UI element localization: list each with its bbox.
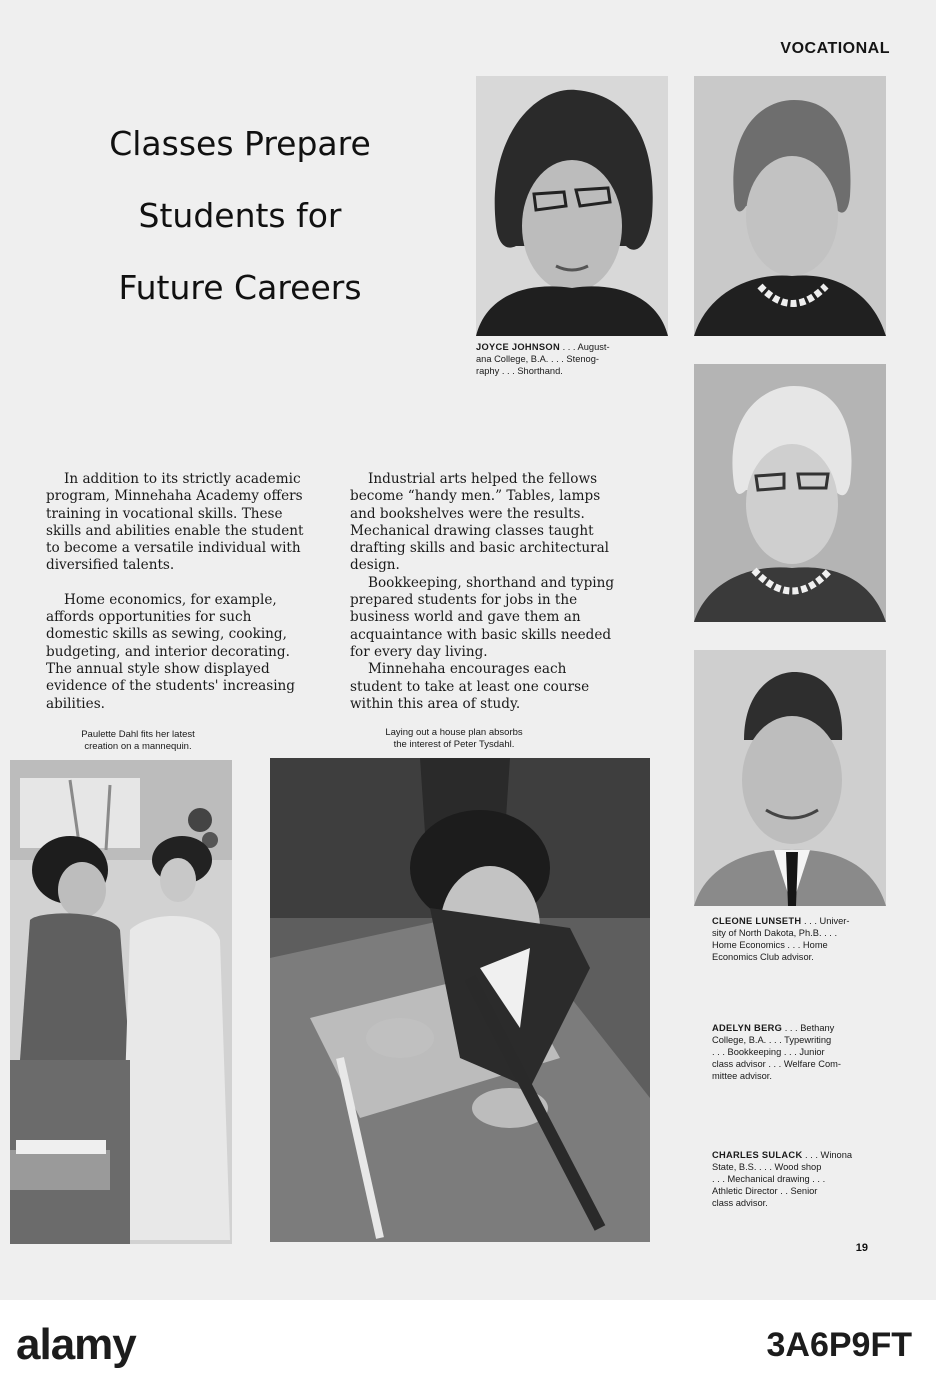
caption-drafting: Laying out a house plan absorbs the interest of Peter Tysdahl. bbox=[385, 727, 523, 750]
watermark-footer bbox=[0, 1300, 936, 1390]
body-paragraph: Industrial arts helped the fellows become “handy men.” Tables, lamps and bookshelves were the results. Mechanical drawing classes taught drafting skills and basic architectural design. bbox=[350, 471, 610, 574]
title-line-2: Students for bbox=[138, 196, 342, 235]
page-title bbox=[60, 108, 420, 324]
bio-adelyn-berg: ADELYN BERG . . . Bethany College, B.A. . . . Typewriting . . . Bookkeeping . . . Junior class advisor . . . Welfare Com- mittee advisor. bbox=[712, 1023, 841, 1081]
page-number: 19 bbox=[855, 1242, 868, 1254]
body-paragraph: Home economics, for example, affords opportunities for such domestic skills as sewing, cooking, budgeting, and interior decorating. The annual style show displayed evidence of the students' increasing abilities. bbox=[46, 591, 296, 712]
photo-sewing-class bbox=[10, 760, 232, 1244]
photo-drafting-class bbox=[270, 758, 650, 1242]
body-paragraph: Minnehaha encourages each student to take at least one course within this area of study. bbox=[350, 661, 590, 712]
bio-name: CHARLES SULACK bbox=[712, 1150, 803, 1160]
bio-name: ADELYN BERG bbox=[712, 1023, 783, 1033]
bio-name: JOYCE JOHNSON bbox=[476, 342, 560, 352]
bio-charles-sulack: CHARLES SULACK . . . Winona State, B.S. . . . Wood shop . . . Mechanical drawing . . . Athletic Director . . Senior class advisor. bbox=[712, 1150, 853, 1208]
body-column-2 bbox=[350, 471, 620, 713]
portrait-middle-right bbox=[694, 364, 886, 622]
stock-image-id: 3A6P9FT bbox=[766, 1326, 912, 1364]
alamy-logo: alamy bbox=[16, 1320, 136, 1369]
title-line-3: Future Careers bbox=[118, 268, 362, 307]
body-column-1 bbox=[46, 471, 314, 713]
title-line-1: Classes Prepare bbox=[109, 124, 371, 163]
portrait-joyce-johnson bbox=[476, 76, 668, 336]
bio-joyce-johnson: JOYCE JOHNSON . . . August- ana College, B.A. . . . Stenog- raphy . . . Shorthand. bbox=[476, 342, 610, 376]
body-paragraph: Bookkeeping, shorthand and typing prepared students for jobs in the business world and gave them an acquaintance with basic skills needed for every day living. bbox=[350, 574, 615, 660]
portrait-top-right bbox=[694, 76, 886, 336]
bio-cleone-lunseth: CLEONE LUNSETH . . . Univer- sity of North Dakota, Ph.B. . . . Home Economics . . . Home Economics Club advisor. bbox=[712, 916, 850, 962]
portrait-bottom-right bbox=[694, 650, 886, 906]
bio-name: CLEONE LUNSETH bbox=[712, 916, 802, 926]
caption-sewing: Paulette Dahl fits her latest creation on a mannequin. bbox=[81, 729, 195, 752]
section-label: VOCATIONAL bbox=[780, 40, 890, 57]
body-paragraph: In addition to its strictly academic program, Minnehaha Academy offers training in vocational skills. These skills and abilities enable the student to become a versatile individual with diversified talents. bbox=[46, 471, 304, 574]
